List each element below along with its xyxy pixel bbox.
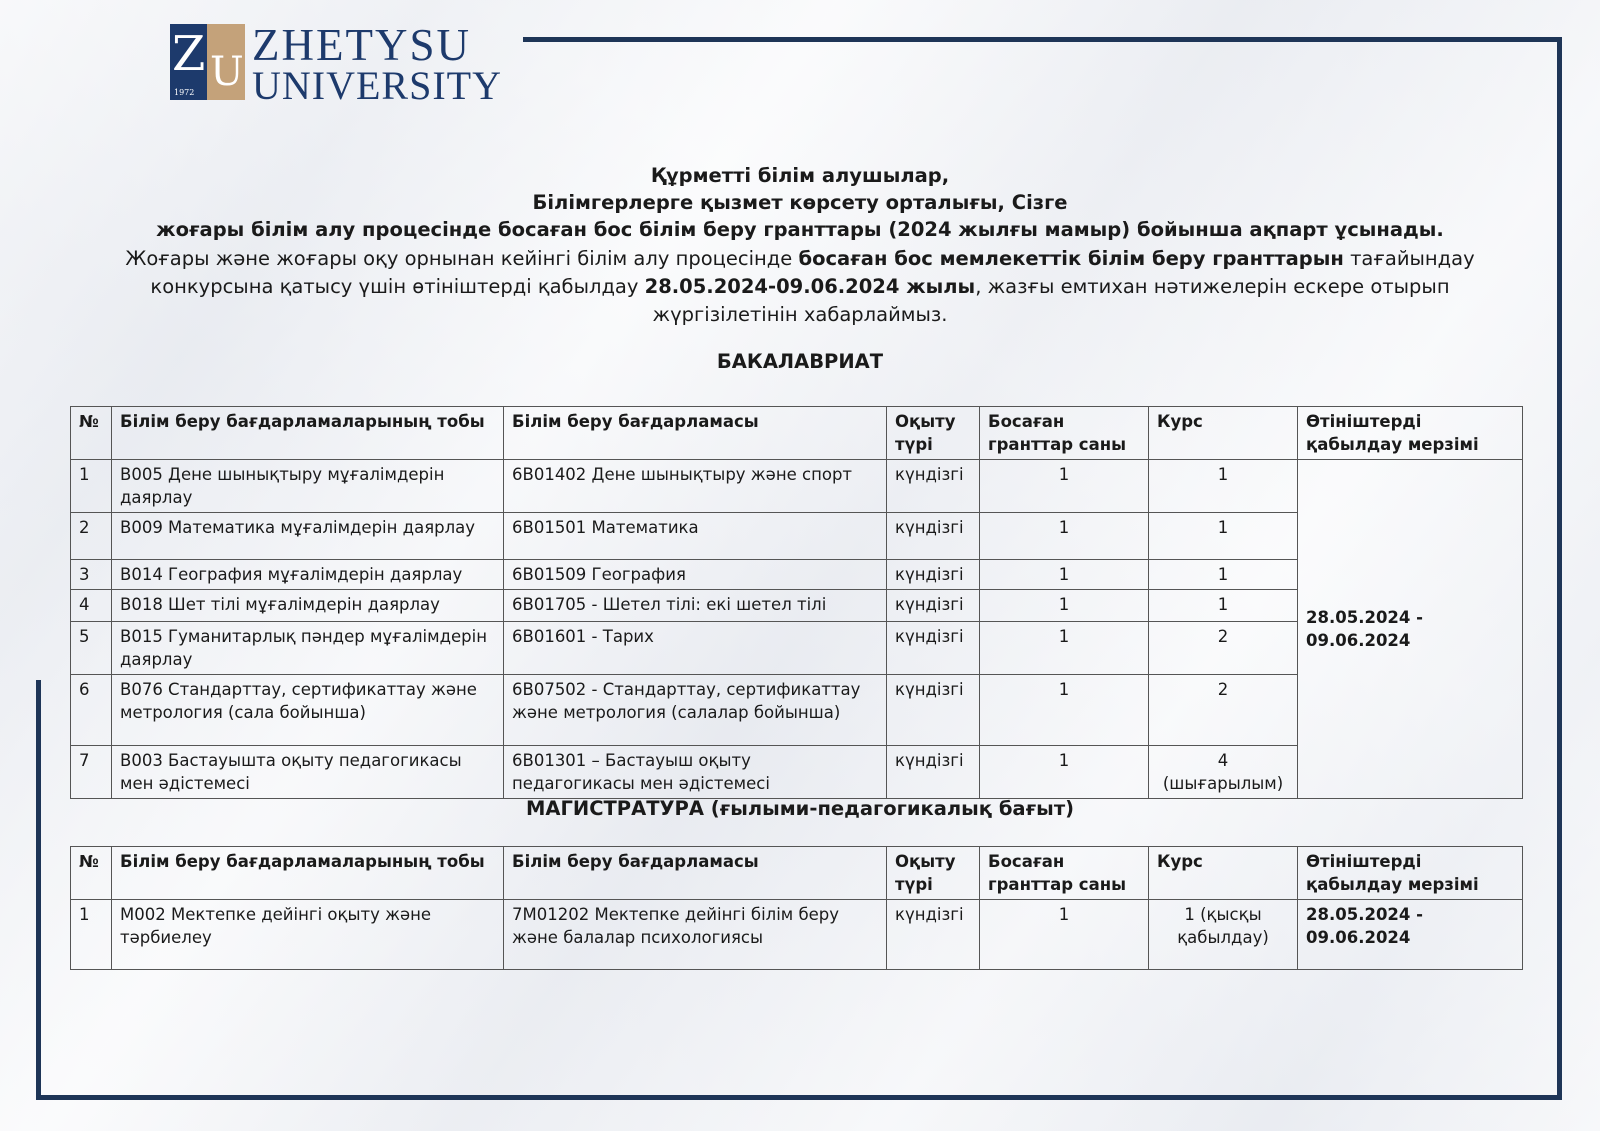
bachelor-section-title: БАКАЛАВРИАТ	[716, 350, 884, 373]
announcement-paragraph	[88, 245, 1512, 329]
frame-line-left	[36, 680, 41, 1100]
cell-course: 1	[1149, 560, 1298, 590]
cell-program-group: В076 Стандарттау, сертификаттау және метрология (сала бойынша)	[112, 675, 504, 746]
cell-program: 6В01509 География	[504, 560, 887, 590]
cell-program-group: В014 География мұғалімдерін даярлау	[112, 560, 504, 590]
cell-course: 1	[1149, 590, 1298, 622]
frame-line-top	[523, 37, 1562, 42]
logo-letter-z: Z	[172, 26, 206, 82]
logo-year: 1972	[174, 88, 195, 97]
cell-program: 6В01601 - Тарих	[504, 622, 887, 675]
intro-block	[70, 162, 1530, 243]
frame-line-bottom	[36, 1095, 1562, 1100]
cell-grants-count: 1	[980, 675, 1149, 746]
table-header-row	[71, 407, 1523, 460]
cell-deadline: 28.05.2024 - 09.06.2024	[1298, 460, 1523, 799]
cell-program-group: В009 Математика мұғалімдерін даярлау	[112, 513, 504, 560]
header-number: №	[71, 847, 112, 900]
cell-grants-count: 1	[980, 900, 1149, 970]
cell-grants-count: 1	[980, 590, 1149, 622]
cell-grants-count: 1	[980, 560, 1149, 590]
header-program-group: Білім беру бағдарламаларының тобы	[112, 847, 504, 900]
cell-study-form: күндізгі	[887, 746, 980, 799]
cell-study-form: күндізгі	[887, 590, 980, 622]
header-number: №	[71, 407, 112, 460]
header-study-form: Оқыту түрі	[887, 847, 980, 900]
cell-study-form: күндізгі	[887, 513, 980, 560]
cell-number: 2	[71, 513, 112, 560]
cell-program: 6В01402 Дене шынықтыру және спорт	[504, 460, 887, 513]
cell-number: 4	[71, 590, 112, 622]
header-program: Білім беру бағдарламасы	[504, 847, 887, 900]
cell-number: 3	[71, 560, 112, 590]
logo-letter-u: U	[210, 49, 244, 95]
cell-grants-count: 1	[980, 746, 1149, 799]
logo-name-line2: UNIVERSITY	[252, 63, 502, 108]
cell-grants-count: 1	[980, 622, 1149, 675]
header-program-group: Білім беру бағдарламаларының тобы	[112, 407, 504, 460]
cell-course: 2	[1149, 622, 1298, 675]
master-table	[70, 846, 1523, 970]
table-row	[71, 460, 1523, 513]
cell-program-group: В015 Гуманитарлық пәндер мұғалімдерін даярлау	[112, 622, 504, 675]
paragraph-part-4: 28.05.2024-09.06.2024 жылы	[644, 275, 976, 298]
master-section-title: МАГИСТРАТУРА (ғылыми-педагогикалық бағыт)	[525, 797, 1075, 820]
university-logo	[170, 20, 502, 108]
cell-program-group: В003 Бастауышта оқыту педагогикасы мен әдістемесі	[112, 746, 504, 799]
cell-number: 5	[71, 622, 112, 675]
cell-program: 6В01705 - Шетел тілі: екі шетел тілі	[504, 590, 887, 622]
cell-deadline: 28.05.2024 - 09.06.2024	[1298, 900, 1523, 970]
cell-program: 6В01301 – Бастауыш оқыту педагогикасы мен әдістемесі	[504, 746, 887, 799]
intro-sender: Білімгерлерге қызмет көрсету орталығы, Сізге	[532, 191, 1068, 214]
cell-program: 7М01202 Мектепке дейінгі білім беру және балалар психологиясы	[504, 900, 887, 970]
cell-program: 6В01501 Математика	[504, 513, 887, 560]
cell-course: 1	[1149, 460, 1298, 513]
paragraph-part-1: Жоғары және жоғары оқу орнынан кейінгі білім алу процесінде	[125, 247, 799, 270]
frame-line-right	[1557, 37, 1562, 1100]
header-grants-count: Босаған гранттар саны	[980, 407, 1149, 460]
header-deadline: Өтініштерді қабылдау мерзімі	[1298, 407, 1523, 460]
cell-course: 2	[1149, 675, 1298, 746]
cell-grants-count: 1	[980, 460, 1149, 513]
bachelor-table	[70, 406, 1523, 799]
intro-greeting: Құрметті білім алушылар,	[650, 164, 950, 187]
cell-number: 1	[71, 460, 112, 513]
cell-number: 7	[71, 746, 112, 799]
cell-study-form: күндізгі	[887, 460, 980, 513]
cell-study-form: күндізгі	[887, 900, 980, 970]
cell-number: 1	[71, 900, 112, 970]
paragraph-part-2: босаған бос мемлекеттік білім беру гранттарын	[798, 247, 1344, 270]
header-program: Білім беру бағдарламасы	[504, 407, 887, 460]
cell-program: 6В07502 - Стандарттау, сертификаттау және метрология (салалар бойынша)	[504, 675, 887, 746]
paragraph-part-3: тағайындау конкурсына қатысу үшін өтініштерді қабылдау	[150, 247, 1475, 298]
cell-study-form: күндізгі	[887, 675, 980, 746]
header-study-form: Оқыту түрі	[887, 407, 980, 460]
header-grants-count: Босаған гранттар саны	[980, 847, 1149, 900]
header-deadline: Өтініштерді қабылдау мерзімі	[1298, 847, 1523, 900]
logo-name-line1: ZHETYSU	[252, 20, 471, 70]
cell-program-group: М002 Мектепке дейінгі оқыту және тәрбиелеу	[112, 900, 504, 970]
intro-subject: жоғары білім алу процесінде босаған бос білім беру гранттары (2024 жылғы мамыр) бойынша ақпарт ұсынады.	[156, 218, 1444, 241]
cell-number: 6	[71, 675, 112, 746]
cell-program-group: В005 Дене шынықтыру мұғалімдерін даярлау	[112, 460, 504, 513]
header-course: Курс	[1149, 847, 1298, 900]
table-header-row	[71, 847, 1523, 900]
cell-grants-count: 1	[980, 513, 1149, 560]
cell-course: 1 (қысқы қабылдау)	[1149, 900, 1298, 970]
paragraph-part-5: , жазғы емтихан нәтижелерін ескере отырып жүргізілетінін хабарлаймыз.	[652, 275, 1450, 326]
cell-program-group: В018 Шет тілі мұғалімдерін даярлау	[112, 590, 504, 622]
cell-study-form: күндізгі	[887, 622, 980, 675]
cell-course: 4 (шығарылым)	[1149, 746, 1298, 799]
cell-study-form: күндізгі	[887, 560, 980, 590]
cell-course: 1	[1149, 513, 1298, 560]
table-row	[71, 900, 1523, 970]
logo-emblem	[170, 24, 245, 100]
header-course: Курс	[1149, 407, 1298, 460]
